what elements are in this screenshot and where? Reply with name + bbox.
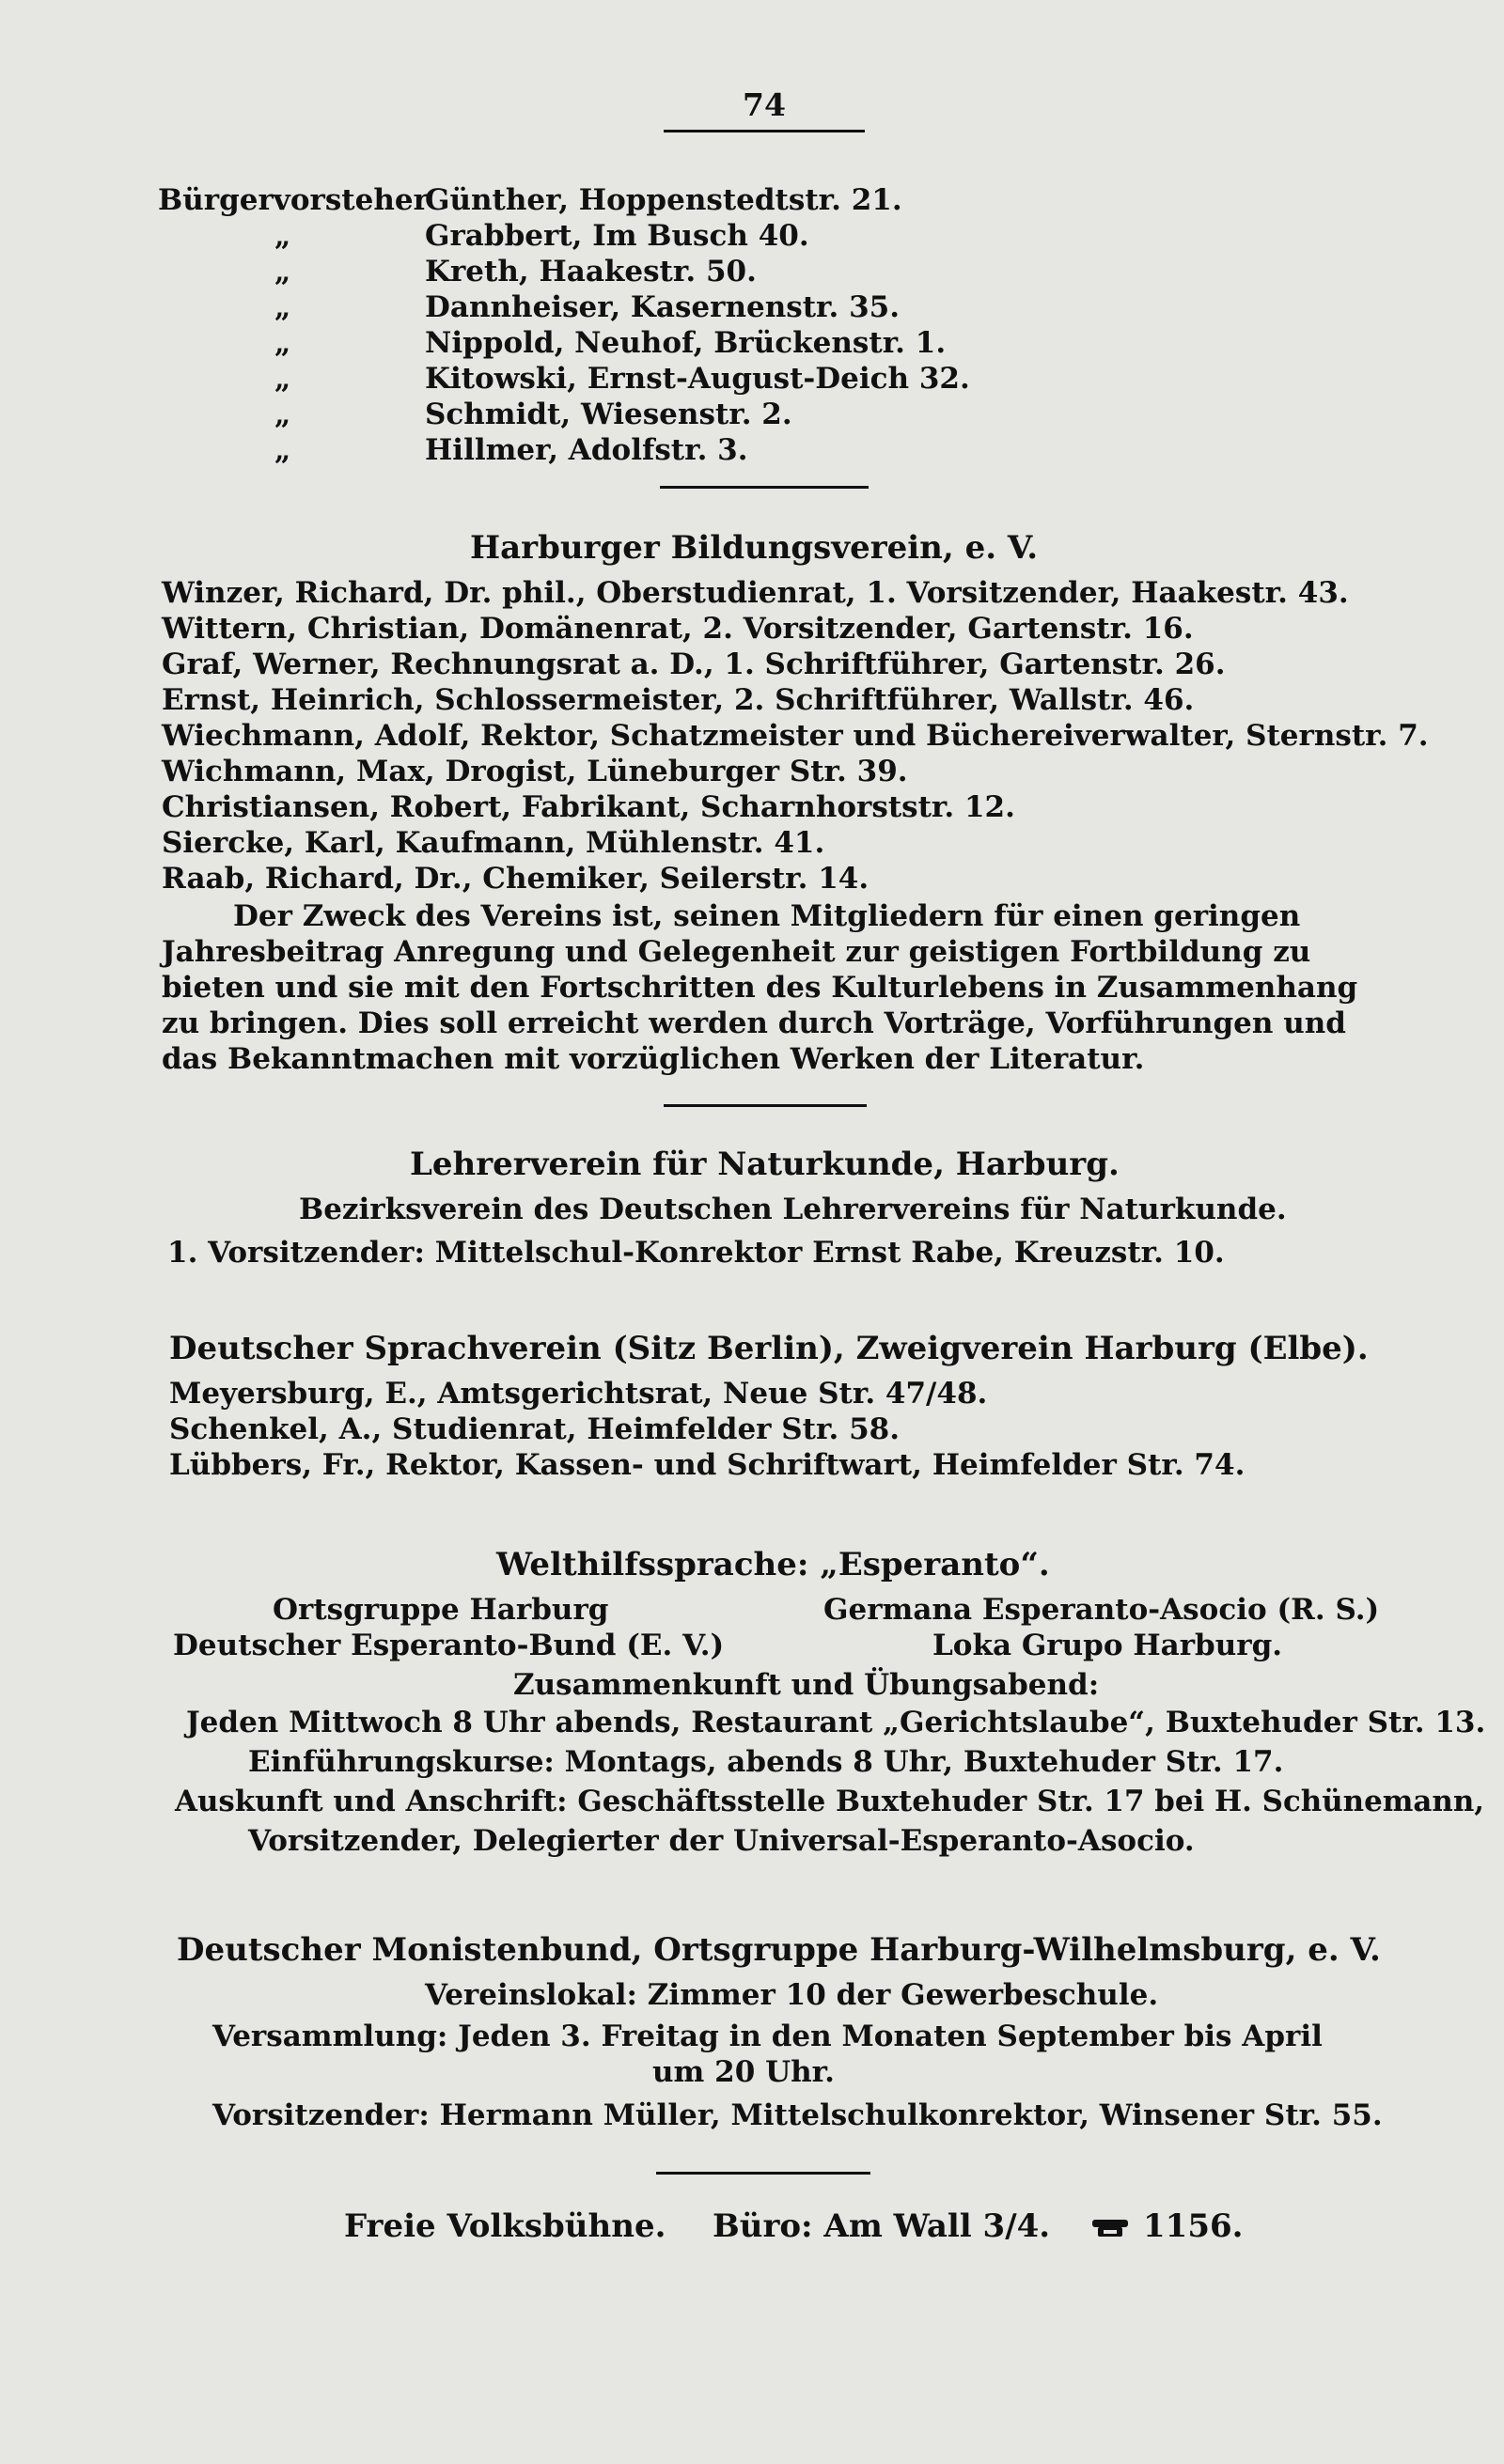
ditto-mark: „ xyxy=(274,291,291,324)
member-entry: Wichmann, Max, Drogist, Lüneburger Str. 39. xyxy=(162,755,908,788)
section-divider xyxy=(664,1104,867,1107)
page-number-rule xyxy=(664,130,865,133)
buergervorsteher-entry: Kitowski, Ernst-August-Deich 32. xyxy=(425,362,970,396)
monistenbund-line: Vorsitzender: Hermann Müller, Mittelschulkonrektor, Winsener Str. 55. xyxy=(212,2098,1383,2132)
ditto-mark: „ xyxy=(274,398,291,431)
esperanto-line: Vorsitzender, Delegierter der Universal-Esperanto-Asocio. xyxy=(248,1824,1195,1858)
member-entry: Wiechmann, Adolf, Rektor, Schatzmeister und Büchereiverwalter, Sternstr. 7. xyxy=(162,719,1429,753)
ditto-mark: „ xyxy=(274,256,291,289)
esperanto-line: Jeden Mittwoch 8 Uhr abends, Restaurant „Gerichtslaube“, Buxtehuder Str. 13. xyxy=(186,1706,1486,1739)
esperanto-line: Auskunft und Anschrift: Geschäftsstelle Buxtehuder Str. 17 bei H. Schünemann, xyxy=(175,1785,1485,1818)
section-divider xyxy=(660,486,869,489)
member-entry: Winzer, Richard, Dr. phil., Oberstudienrat, 1. Vorsitzender, Haakestr. 43. xyxy=(162,576,1349,610)
lehrerverein-subtitle: Bezirksverein des Deutschen Lehrervereins für Naturkunde. xyxy=(299,1193,1287,1226)
purpose-text: Der Zweck des Vereins ist, seinen Mitgliedern für einen geringen xyxy=(233,899,1301,933)
esperanto-group: Loka Grupo Harburg. xyxy=(932,1629,1283,1662)
volksbuehne-name: Freie Volksbühne. xyxy=(344,2207,666,2245)
esperanto-meeting-heading: Zusammenkunft und Übungsabend: xyxy=(513,1668,1100,1702)
member-entry: Raab, Richard, Dr., Chemiker, Seilerstr. 14. xyxy=(162,862,870,896)
telephone-icon xyxy=(1090,2218,1130,2238)
ditto-mark: „ xyxy=(274,434,291,467)
purpose-text: das Bekanntmachen mit vorzüglichen Werken der Literatur. xyxy=(162,1042,1145,1076)
buergervorsteher-label: Bürgervorsteher xyxy=(158,183,429,217)
member-entry: Wittern, Christian, Domänenrat, 2. Vorsitzender, Gartenstr. 16. xyxy=(162,612,1194,646)
esperanto-group: Germana Esperanto-Asocio (R. S.) xyxy=(823,1593,1380,1627)
buergervorsteher-entry: Hillmer, Adolfstr. 3. xyxy=(425,433,748,467)
esperanto-group: Ortsgruppe Harburg xyxy=(273,1593,609,1627)
section-divider xyxy=(656,2172,870,2175)
monistenbund-line: Vereinslokal: Zimmer 10 der Gewerbeschule. xyxy=(425,1978,1159,2012)
buergervorsteher-entry: Kreth, Haakestr. 50. xyxy=(425,255,757,289)
purpose-text: bieten und sie mit den Fortschritten des Kulturlebens in Zusammenhang xyxy=(162,971,1358,1005)
member-entry: Lübbers, Fr., Rektor, Kassen- und Schriftwart, Heimfelder Str. 74. xyxy=(169,1448,1246,1482)
esperanto-title: Welthilfssprache: „Esperanto“. xyxy=(496,1546,1050,1583)
purpose-text: zu bringen. Dies soll erreicht werden durch Vorträge, Vorführungen und xyxy=(162,1006,1346,1040)
buergervorsteher-entry: Schmidt, Wiesenstr. 2. xyxy=(425,398,792,431)
buergervorsteher-entry: Günther, Hoppenstedtstr. 21. xyxy=(425,183,902,217)
bildungsverein-title: Harburger Bildungsverein, e. V. xyxy=(470,529,1039,567)
lehrerverein-title: Lehrerverein für Naturkunde, Harburg. xyxy=(410,1146,1120,1183)
member-entry: Christiansen, Robert, Fabrikant, Scharnhorststr. 12. xyxy=(162,790,1015,824)
sprachverein-title: Deutscher Sprachverein (Sitz Berlin), Zweigverein Harburg (Elbe). xyxy=(169,1330,1369,1367)
volksbuehne-phone: 1156. xyxy=(1143,2207,1244,2245)
esperanto-line: Einführungskurse: Montags, abends 8 Uhr, Buxtehuder Str. 17. xyxy=(248,1745,1284,1779)
member-entry: Meyersburg, E., Amtsgerichtsrat, Neue Str. 47/48. xyxy=(169,1377,988,1411)
purpose-text: Jahresbeitrag Anregung und Gelegenheit zur geistigen Fortbildung zu xyxy=(162,935,1311,969)
ditto-mark: „ xyxy=(274,363,291,396)
volksbuehne-office: Büro: Am Wall 3/4. xyxy=(713,2207,1051,2245)
ditto-mark: „ xyxy=(274,220,291,253)
esperanto-group: Deutscher Esperanto-Bund (E. V.) xyxy=(173,1629,725,1662)
ditto-mark: „ xyxy=(274,327,291,360)
buergervorsteher-entry: Nippold, Neuhof, Brückenstr. 1. xyxy=(425,326,947,360)
page-number: 74 xyxy=(743,86,786,123)
monistenbund-line: Versammlung: Jeden 3. Freitag in den Monaten September bis April xyxy=(212,2020,1323,2053)
member-entry: Schenkel, A., Studienrat, Heimfelder Str. 58. xyxy=(169,1412,900,1446)
monistenbund-title: Deutscher Monistenbund, Ortsgruppe Harburg-Wilhelmsburg, e. V. xyxy=(177,1931,1381,1969)
member-entry: Ernst, Heinrich, Schlossermeister, 2. Schriftführer, Wallstr. 46. xyxy=(162,683,1195,717)
lehrerverein-chair: 1. Vorsitzender: Mittelschul-Konrektor Ernst Rabe, Kreuzstr. 10. xyxy=(167,1236,1225,1270)
member-entry: Graf, Werner, Rechnungsrat a. D., 1. Schriftführer, Gartenstr. 26. xyxy=(162,647,1226,681)
member-entry: Siercke, Karl, Kaufmann, Mühlenstr. 41. xyxy=(162,826,825,860)
buergervorsteher-entry: Dannheiser, Kasernenstr. 35. xyxy=(425,290,901,324)
buergervorsteher-entry: Grabbert, Im Busch 40. xyxy=(425,219,809,253)
monistenbund-line: um 20 Uhr. xyxy=(652,2055,835,2089)
